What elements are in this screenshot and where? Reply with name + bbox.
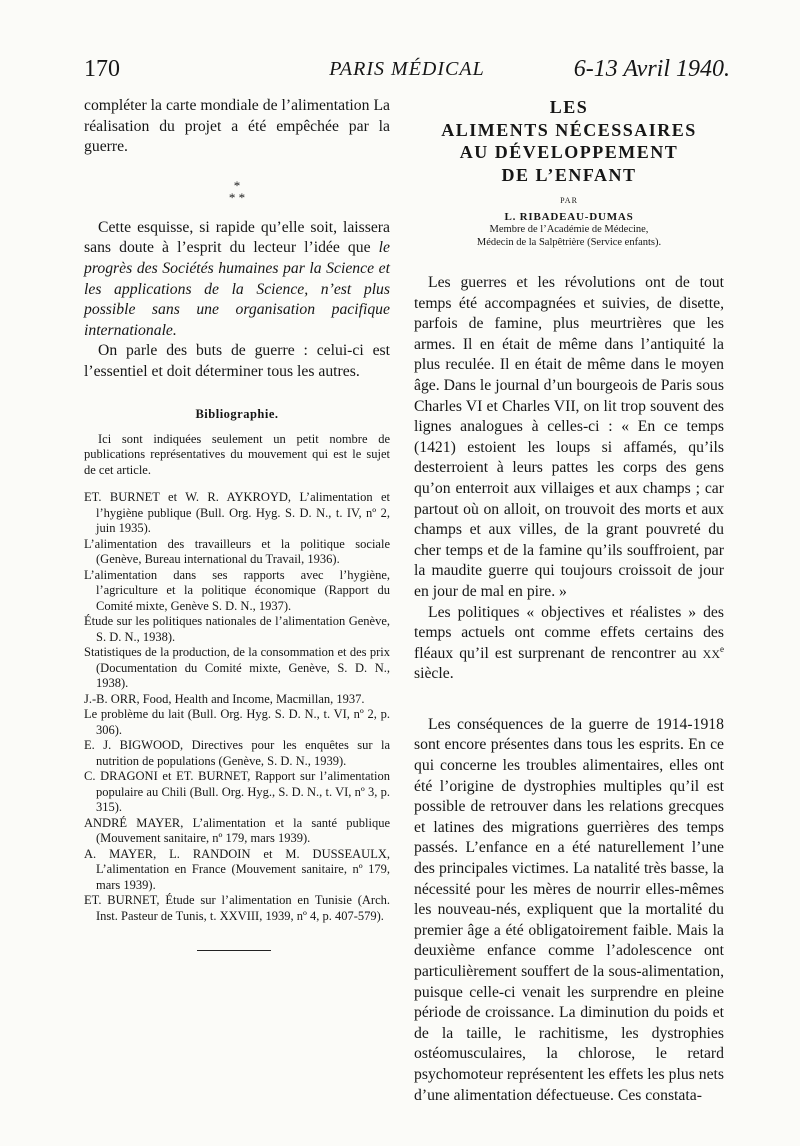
author-affiliation: Médecin de la Salpêtrière (Service enfants).	[476, 237, 662, 248]
author-affiliation: Membre de l’Académie de Médecine,	[489, 224, 649, 235]
bibliography-intro: Ici sont indiquées seulement un petit nombre de publications représentatives du mouvement qui est le sujet de cet article.	[84, 431, 390, 477]
section-separator-stars: * * *	[228, 177, 246, 205]
conclusion-paragraph	[84, 218, 390, 342]
issue-date: 6-13 Avril 1940.	[573, 56, 730, 82]
title-line: ALIMENTS NÉCESSAIRES	[441, 119, 697, 140]
bibliography-entry: Statistiques de la production, de la consommation et des prix (Documentation du Comité mixte, Genève, S. D. N., 1938).	[84, 645, 390, 691]
page-number: 170	[84, 56, 120, 82]
conclusion-text: Cette esquisse, si rapide qu’elle soit, laissera sans doute à l’esprit du lecteur l’idée que	[84, 218, 390, 257]
bibliography-entry: C. DRAGONI et ET. BURNET, Rapport sur l’alimentation populaire au Chili (Bull. Org. Hyg., S. D. N., t. VI, nº 3, p. 315).	[84, 769, 390, 815]
body-paragraph: Les conséquences de la guerre de 1914-1918 sont encore présentes dans tous les esprits. En ce qui concerne les troubles alimentaires, elles ont été l’origine de dystrophies multiples qu’il est possible de retrouver dans les relations grecques et latines des migrations guerrières des temps passés. L’enfance en a été naturellement l’une des principales victimes. La natalité très basse, la nécessité pour les mères de nourrir elles-mêmes les nouveau-nés, expliquent que la mortalité du premier âge a été obligatoirement faible. Mais la deuxième enfance comme l’adolescence ont particulièrement souffert de la sous-alimentation, puisque celle-ci venait les surprendre en pleine période de croissance. La diminution du poids et de la taille, le rachitisme, les dystrophies ostéomusculaires, la chlorose, le retard psychomoteur représentent les effets les plus nets d’une alimentation défectueuse. Ces constata-	[414, 715, 724, 1104]
bibliography-entry: ET. BURNET et W. R. AYKROYD, L’alimentation et l’hygiène publique (Bull. Org. Hyg. S. D. N., t. IV, nº 2, juin 1935).	[84, 490, 390, 536]
left-column	[84, 96, 390, 951]
body-text: Les politiques « objectives et réalistes » des temps actuels ont comme effets certains des fléaux qu’il est surprenant de rencontrer au	[414, 603, 724, 662]
bibliography-entry: A. MAYER, L. RANDOIN et M. DUSSEAULX, L’alimentation en France (Mouvement sanitaire, nº 179, mars 1939).	[84, 846, 390, 892]
right-column	[414, 96, 724, 1106]
century-superscript: e	[720, 643, 724, 654]
journal-title: PARIS MÉDICAL	[329, 58, 485, 80]
continued-paragraph: compléter la carte mondiale de l’alimentation La réalisation du projet a été empêchée par la guerre.	[84, 97, 390, 156]
war-aims-paragraph: On parle des buts de guerre : celui-ci est l’essentiel et doit déterminer tous les autres.	[84, 342, 390, 380]
article-title	[414, 96, 724, 186]
bibliography-entry: L’alimentation dans ses rapports avec l’hygiène, l’agriculture et la politique économique (Rapport du Comité mixte, Genève S. D. N., 1937).	[84, 567, 390, 613]
author-name: L. RIBADEAU-DUMAS	[504, 211, 634, 223]
bibliography-list	[84, 490, 390, 924]
conclusion-italic-text: le progrès des Sociétés humaines par la Science et les applications de la Science, n’est plus possible sans une organisation pacifique internationale.	[84, 239, 390, 339]
title-line: DE L’ENFANT	[501, 164, 637, 185]
bibliography-entry: L’alimentation des travailleurs et la politique sociale (Genève, Bureau international du Travail, 1936).	[84, 536, 390, 567]
end-rule	[197, 950, 271, 951]
bibliography-heading: Bibliographie.	[195, 406, 279, 421]
bibliography-entry: Étude sur les politiques nationales de l’alimentation Genève, S. D. N., 1938).	[84, 614, 390, 644]
bibliography-entry: Le problème du lait (Bull. Org. Hyg. S. D. N., t. VI, nº 2, p. 306).	[84, 707, 390, 737]
title-line: AU DÉVELOPPEMENT	[459, 142, 679, 162]
bibliography-entry: E. J. BIGWOOD, Directives pour les enquêtes sur la nutrition de populations (Genève, S. D. N., 1939).	[84, 738, 390, 768]
by-label: PAR	[560, 196, 578, 205]
century-numeral: XX	[702, 646, 720, 661]
bibliography-entry: ANDRÉ MAYER, L’alimentation et la santé publique (Mouvement sanitaire, nº 179, mars 1939).	[84, 815, 390, 846]
title-line: LES	[549, 97, 589, 117]
bibliography-entry: ET. BURNET, Étude sur l’alimentation en Tunisie (Arch. Inst. Pasteur de Tunis, t. XXVIII, 1939, nº 4, p. 407-579).	[84, 893, 390, 923]
body-paragraph: Les guerres et les révolutions ont de tout temps été accompagnées et suivies, de disette, parfois de famine, plus meurtrières que les armes. Il en était de même dans l’antiquité la plus reculée. Il en était de même dans le moyen âge. Dans le journal d’un bourgeois de Paris sous Charles VI et Charles VII, on lit trop souvent des lignes analogues à celles-ci : « En ce temps (1421) estoient les loups si affamés, qu’ils desterroient à leurs pattes les corps des gens qu’on enterroit aux villaiges et aux champs ; car partout où on alloit, on trouvoit des morts et aux champs et aux villes, de la grant pouvreté du cher temps et de la famine qu’ils souffroient, par la maudite guerre qui toujours croissoit de jour en jour de mal en pire. »	[414, 274, 724, 600]
bibliography-entry: J.-B. ORR, Food, Health and Income, Macmillan, 1937.	[84, 691, 365, 706]
body-text: siècle.	[414, 665, 454, 683]
running-header	[84, 56, 730, 90]
body-paragraph	[414, 603, 724, 685]
